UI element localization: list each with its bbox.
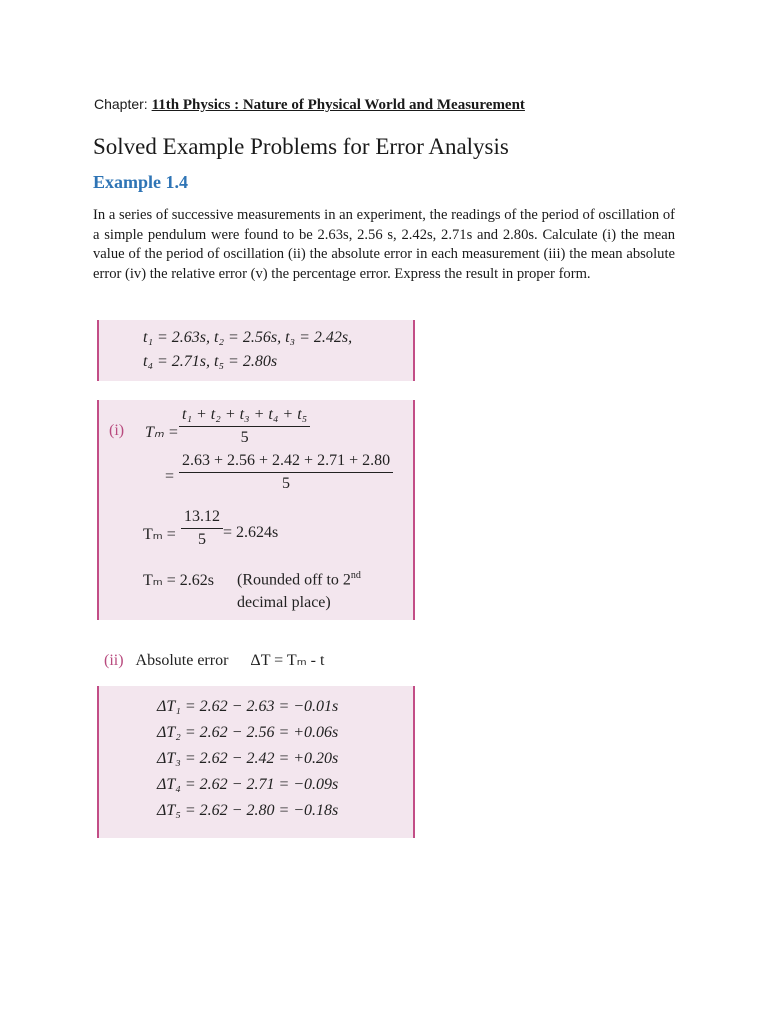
absolute-error-row: ΔT₂ = 2.62 − 2.56 = +0.06s <box>157 724 339 741</box>
absolute-error-row: ΔT₃ = 2.62 − 2.42 = +0.20s <box>157 750 339 767</box>
page-title: Solved Example Problems for Error Analysis <box>93 134 509 159</box>
mean-lhs: Tₘ = <box>145 424 179 441</box>
rounded-note-b: decimal place) <box>237 594 331 611</box>
mean-values-numerator: 2.63 + 2.56 + 2.42 + 2.71 + 2.80 <box>182 452 391 469</box>
mean-sum-fraction <box>181 508 223 549</box>
readings-line-1: t₁ = 2.63s, t₂ = 2.56s, t₃ = 2.42s, <box>143 329 353 346</box>
mean-values-fraction <box>179 452 393 493</box>
absolute-error-row: ΔT₁ = 2.62 − 2.63 = −0.01s <box>157 698 339 715</box>
problem-statement: In a series of successive measurements in an experiment, the readings of the period of oscillation of a simple pendulum were found to be 2.63s, 2.56 s, 2.42s, 2.71s and 2.80s. Calculate (i) the mean value of the period of oscillation (ii) the absolute error in each measurement (iii) the mean absolute error (iv) the relative error (v) the percentage error. Express the result in proper form. <box>93 207 675 283</box>
readings-box <box>97 320 415 381</box>
mean-formula-fraction <box>179 406 310 447</box>
mean-lhs-2: Tₘ = <box>143 526 176 543</box>
absolute-errors-box <box>97 686 415 838</box>
step-i-label: (i) <box>109 422 125 439</box>
absolute-error-text: Absolute error <box>135 652 229 669</box>
absolute-error-row: ΔT₄ = 2.62 − 2.71 = −0.09s <box>157 776 339 793</box>
mean-formula-denominator: 5 <box>179 426 310 447</box>
example-heading: Example 1.4 <box>93 172 189 192</box>
equals-sign: = <box>165 468 175 485</box>
absolute-error-row: ΔT₅ = 2.62 − 2.80 = −0.18s <box>157 802 339 819</box>
chapter-label: Chapter: <box>94 96 148 112</box>
readings-line-2: t₄ = 2.71s, t₅ = 2.80s <box>143 353 278 370</box>
chapter-line <box>94 96 525 114</box>
chapter-link[interactable]: 11th Physics : Nature of Physical World and Measurement <box>151 97 525 113</box>
step-ii-label: (ii) <box>104 652 124 669</box>
mean-sum-denominator: 5 <box>181 528 223 549</box>
mean-rounded: Tₘ = 2.62s <box>143 572 214 589</box>
rounded-note-a: (Rounded off to 2 <box>237 571 351 589</box>
rounded-note-sup: nd <box>350 570 361 581</box>
mean-sum-numerator: 13.12 <box>184 508 220 525</box>
mean-result: = 2.624s <box>223 524 279 541</box>
mean-values-denominator: 5 <box>179 472 393 493</box>
absolute-error-formula: ΔT = Tₘ - t <box>250 652 325 669</box>
absolute-error-heading <box>104 650 324 670</box>
mean-value-box <box>97 400 415 620</box>
mean-formula-numerator: t₁ + t₂ + t₃ + t₄ + t₅ <box>182 406 308 423</box>
